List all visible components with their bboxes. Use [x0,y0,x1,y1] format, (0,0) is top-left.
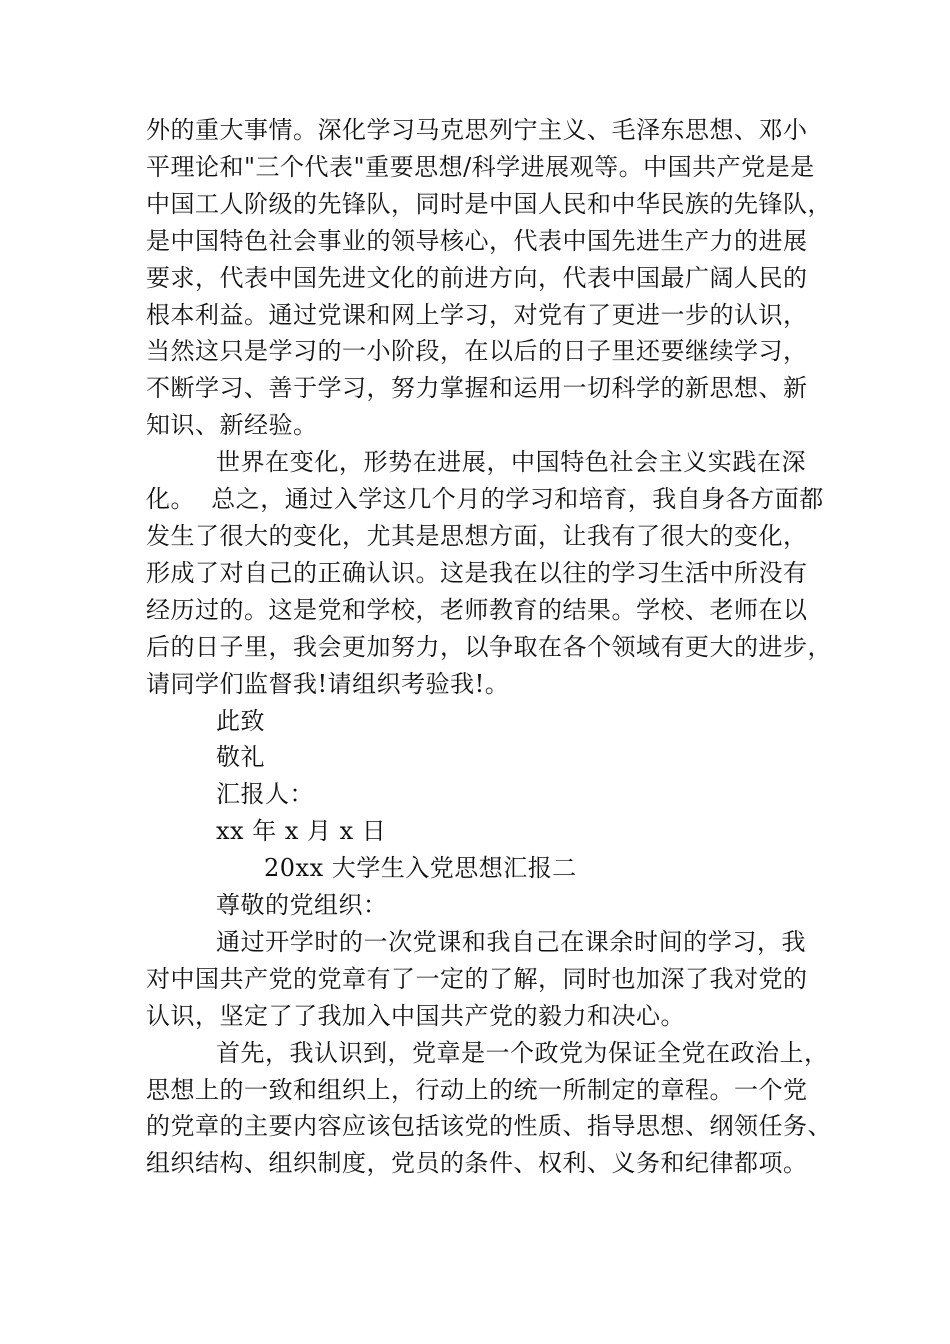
text-line: 通过开学时的一次党课和我自己在课余时间的学习，我 [216,927,806,956]
section-heading-block [146,850,806,924]
paragraph-party-lesson [146,924,806,1035]
text-line: 不断学习、善于学习，努力掌握和运用一切科学的新思想、新 [146,374,808,403]
text-line: 发生了很大的变化，尤其是思想方面，让我有了很大的变化， [146,521,808,550]
text-line: 认识，坚定了了我加入中国共产党的毅力和决心。 [146,1001,685,1030]
text-line: 首先，我认识到，党章是一个政党为保证全党在政治上， [216,1038,829,1067]
text-line: 思想上的一致和组织上，行动上的统一所制定的章程。一个党 [146,1075,808,1104]
text-line: 平理论和"三个代表"重要思想/科学进展观等。中国共产党是是 [146,152,815,181]
text-line: 根本利益。通过党课和网上学习，对党有了更进一步的认识， [146,300,808,329]
closing-line: 此致 [216,706,265,735]
text-line: 的党章的主要内容应该包括该党的性质、指导思想、纲领任务、 [146,1112,832,1141]
text-line: 世界在变化，形势在进展，中国特色社会主义实践在深 [216,448,806,477]
text-line: 组织结构、组织制度，党员的条件、权利、义务和纪律都项。 [146,1149,808,1178]
text-line: 请同学们监督我!请组织考验我!。 [146,669,510,698]
paragraph-party-constitution [146,1035,832,1183]
text-line: 是中国特色社会事业的领导核心，代表中国先进生产力的进展 [146,226,808,255]
reporter-label: 汇报人： [216,780,314,809]
report-date: xx 年 x 月 x 日 [216,817,387,846]
closing-block [146,703,806,851]
paragraph-world-changes [146,444,832,702]
text-line: 知识、新经验。 [146,411,318,440]
text-line: 形成了对自己的正确认识。这是我在以往的学习生活中所没有 [146,558,808,587]
salutation: 尊敬的党组织： [216,891,388,920]
closing-line: 敬礼 [216,743,265,772]
text-line: 要求，代表中国先进文化的前进方向，代表中国最广阔人民的 [146,263,808,292]
text-line: 中国工人阶级的先锋队，同时是中国人民和中华民族的先锋队， [146,189,832,218]
text-line: 对中国共产党的党章有了一定的了解，同时也加深了我对党的 [146,964,808,993]
text-line: 后的日子里，我会更加努力，以争取在各个领域有更大的进步， [146,632,832,661]
document-body [146,112,832,1182]
paragraph-continuation [146,112,832,444]
text-line: 经历过的。这是党和学校，老师教育的结果。学校、老师在以 [146,595,808,624]
text-line: 外的重大事情。深化学习马克思列宁主义、毛泽东思想、邓小 [146,116,808,144]
text-line: 当然这只是学习的一小阶段，在以后的日子里还要继续学习， [146,337,808,366]
section-title: 20xx 大学生入党思想汇报二 [264,854,577,883]
text-line: 化。 总之，通过入学这几个月的学习和培育，我自身各方面都 [146,485,824,514]
